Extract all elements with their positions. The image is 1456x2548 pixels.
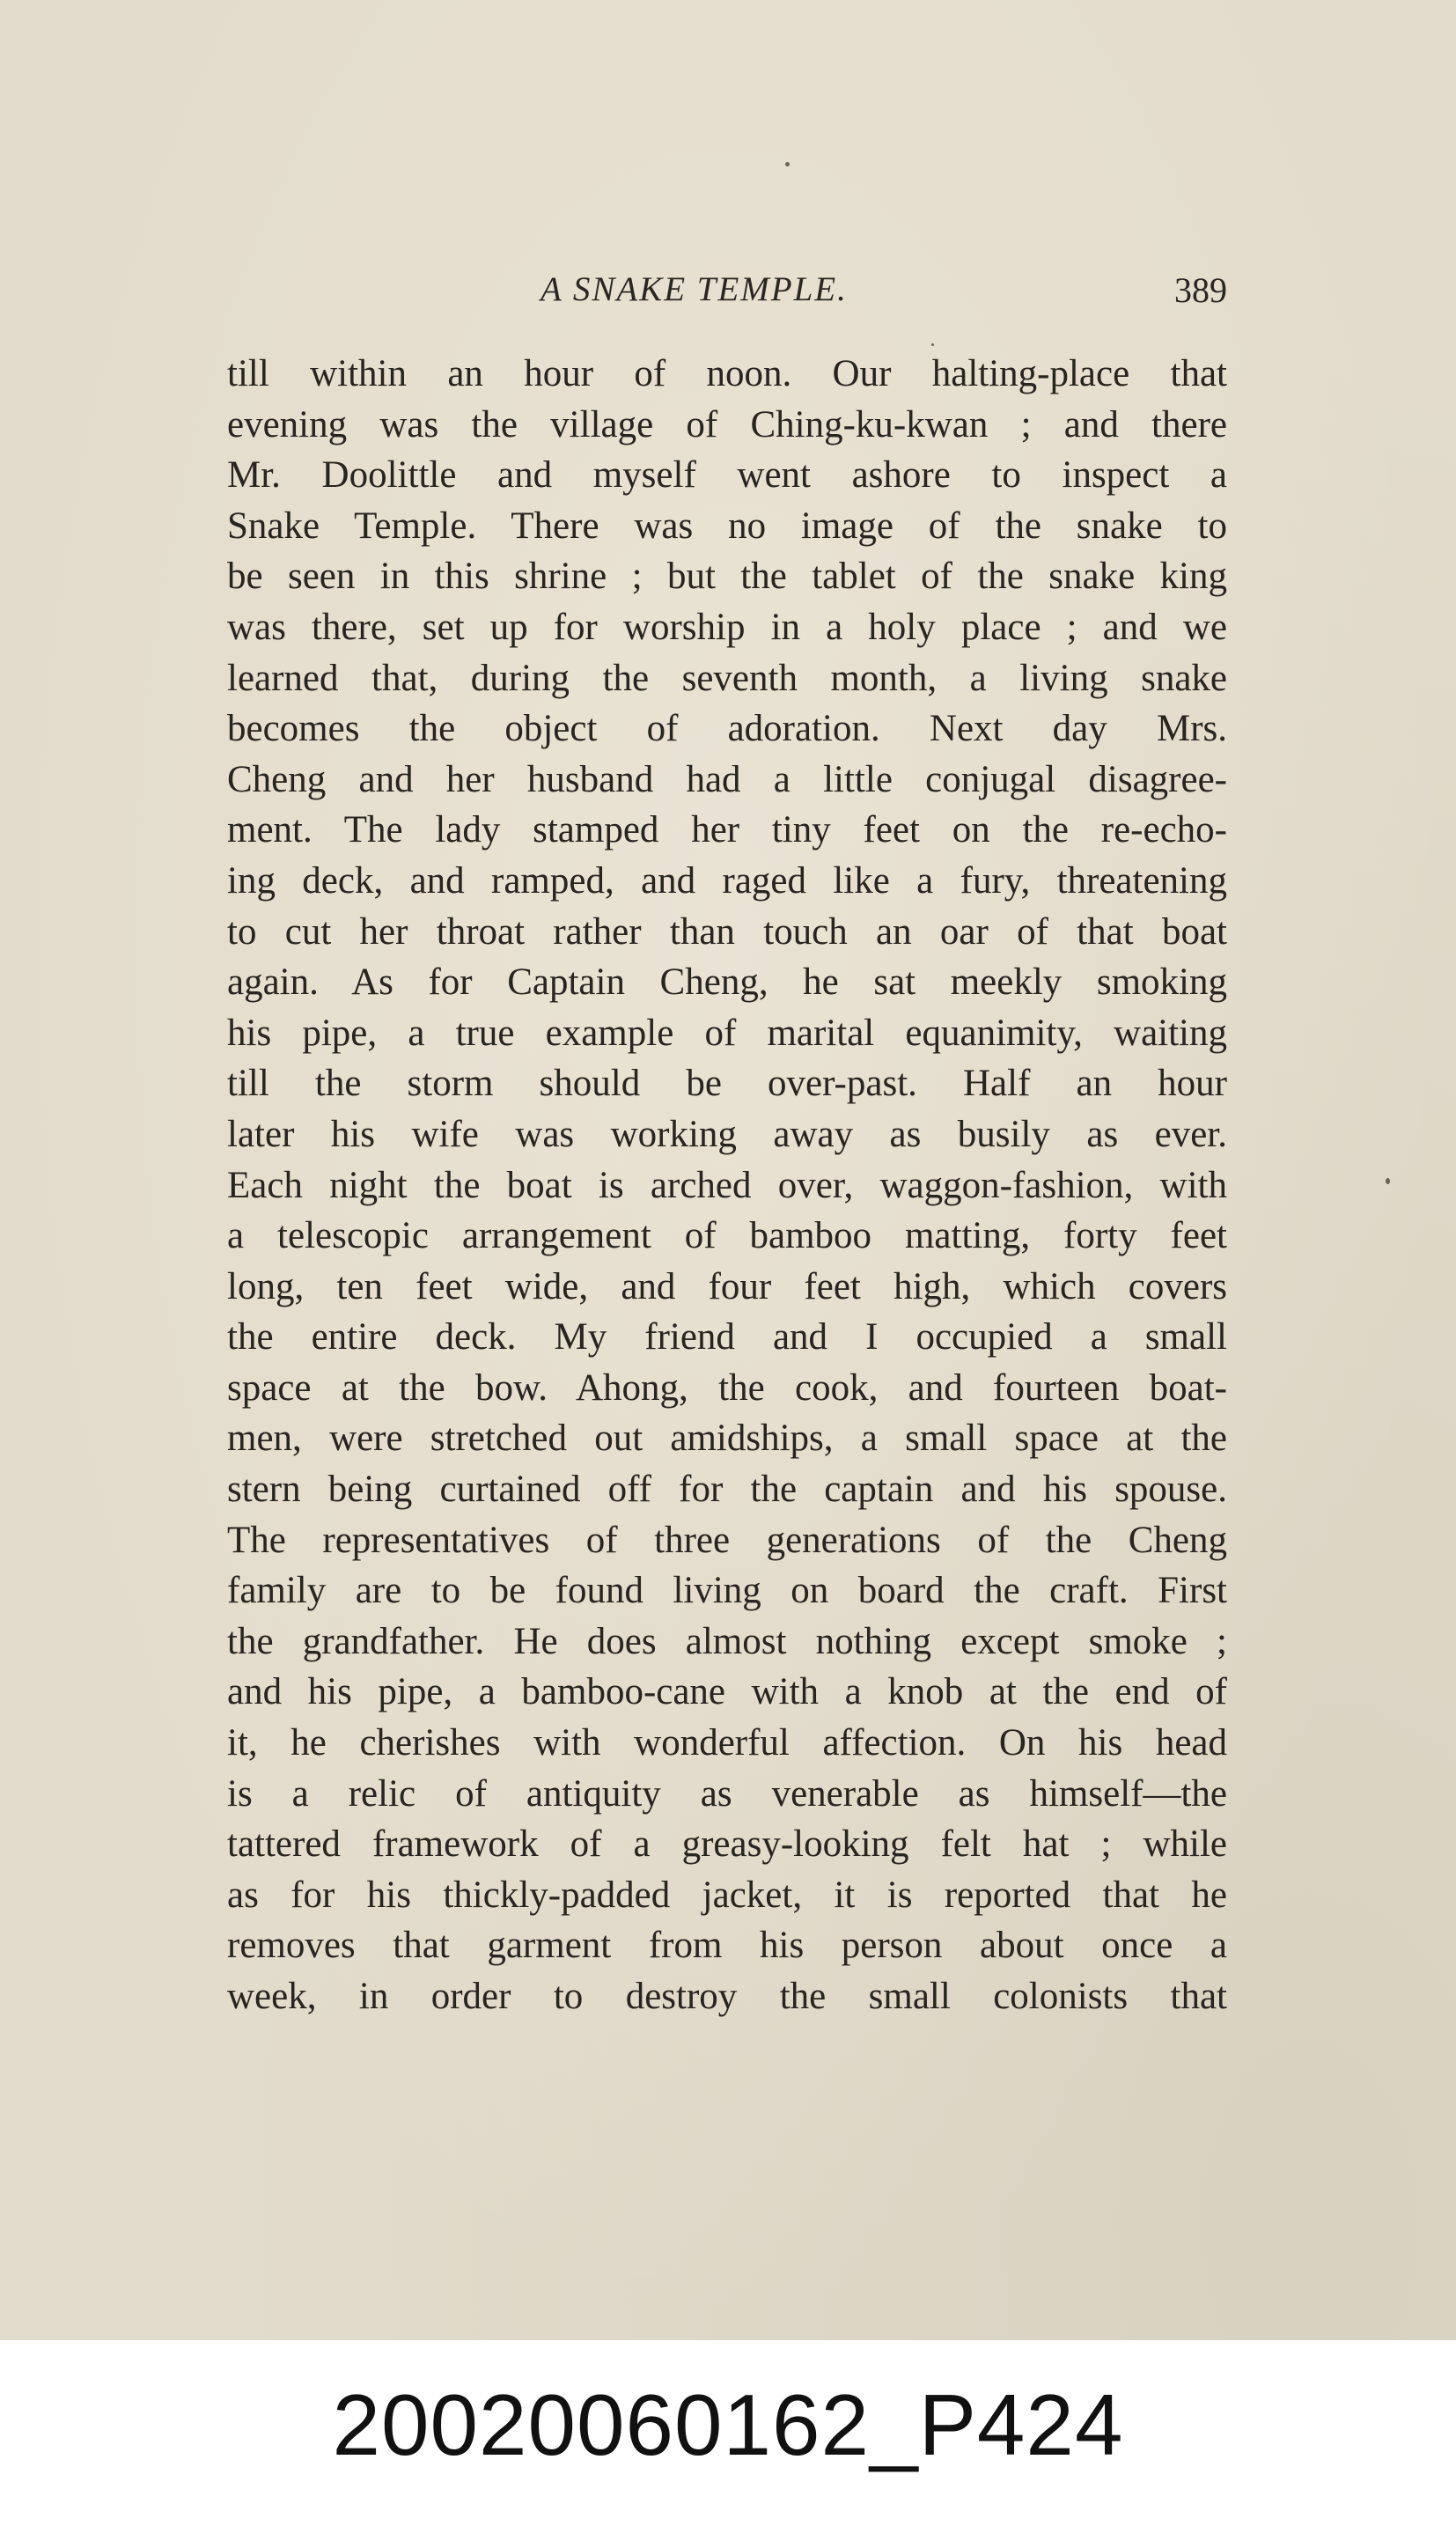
text-line: The representatives of three generations of the Cheng (227, 1519, 1227, 1561)
text-line: tattered framework of a greasy-looking felt hat ; while (227, 1823, 1227, 1866)
text-line: and his pipe, a bamboo-cane with a knob at the end of (227, 1671, 1227, 1713)
text-line: long, ten feet wide, and four feet high, which covers (227, 1265, 1227, 1307)
text-line: ing deck, and ramped, and raged like a fury, threatening (227, 859, 1227, 902)
body-text (227, 349, 1227, 2022)
text-line: till the storm should be over-past. Half an hour (227, 1063, 1227, 1105)
text-line: evening was the village of Ching-ku-kwan ; and there (227, 403, 1227, 446)
text-line: Each night the boat is arched over, waggon-fashion, with (227, 1164, 1227, 1206)
running-title: A SNAKE TEMPLE. (540, 270, 848, 308)
text-line: his pipe, a true example of marital equanimity, waiting (227, 1012, 1227, 1054)
text-line: removes that garment from his person about once a (227, 1925, 1227, 1967)
text-line: learned that, during the seventh month, a living snake (227, 657, 1227, 699)
text-line: week, in order to destroy the small colonists that (227, 1976, 1227, 2017)
text-line: to cut her throat rather than touch an oar of that boat (227, 910, 1227, 953)
text-line: space at the bow. Ahong, the cook, and fourteen boat- (227, 1366, 1227, 1409)
paper-speck (785, 162, 790, 166)
text-line: becomes the object of adoration. Next day Mrs. (227, 708, 1227, 750)
text-line: men, were stretched out amidships, a small space at the (227, 1418, 1227, 1460)
text-line: family are to be found living on board the craft. First (227, 1570, 1227, 1612)
paper-speck (931, 343, 934, 346)
text-line: Cheng and her husband had a little conjugal disagree- (227, 758, 1227, 800)
running-head (227, 269, 1227, 322)
text-line: stern being curtained off for the captain and his spouse. (227, 1469, 1227, 1511)
text-line: the entire deck. My friend and I occupied a small (227, 1316, 1227, 1359)
text-line: Snake Temple. There was no image of the snake to (227, 504, 1227, 547)
text-line: is a relic of antiquity as venerable as himself—the (227, 1772, 1227, 1815)
paper-speck (1386, 1178, 1390, 1184)
text-line: it, he cherishes with wonderful affection. On his head (227, 1722, 1227, 1764)
text-line: later his wife was working away as busily as ever. (227, 1113, 1227, 1155)
text-line: a telescopic arrangement of bamboo matting, forty feet (227, 1215, 1227, 1257)
text-line: till within an hour of noon. Our halting-place that (227, 353, 1227, 394)
text-line: as for his thickly-padded jacket, it is reported that he (227, 1874, 1227, 1916)
text-line: be seen in this shrine ; but the tablet of the snake king (227, 556, 1227, 598)
text-line: was there, set up for worship in a holy place ; and we (227, 606, 1227, 648)
page-number: 389 (1174, 270, 1227, 310)
scan-identifier: 20020060162_P424 (332, 2376, 1124, 2473)
text-line: again. As for Captain Cheng, he sat meekly smoking (227, 961, 1227, 1004)
text-line: ment. The lady stamped her tiny feet on the re-echo- (227, 809, 1227, 851)
text-line: the grandfather. He does almost nothing except smoke ; (227, 1620, 1227, 1662)
text-line: Mr. Doolittle and myself went ashore to inspect a (227, 454, 1227, 497)
